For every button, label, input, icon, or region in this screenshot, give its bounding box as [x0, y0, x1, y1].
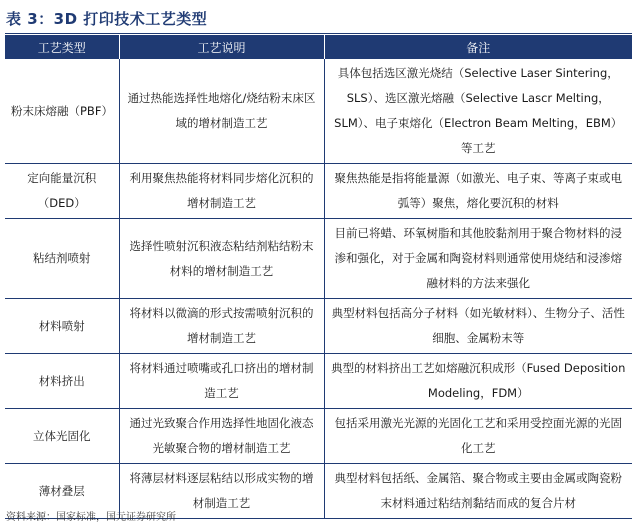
cell-note: 聚焦热能是指将能量源（如激光、电子束、等离子束或电弧等）聚焦，熔化要沉积的材料: [324, 164, 632, 219]
cell-desc: 将材料通过喷嘴或孔口挤出的增材制造工艺: [119, 354, 324, 409]
cell-desc: 通过热能选择性地熔化/烧结粉末床区域的增材制造工艺: [119, 59, 324, 164]
cell-desc: 将薄层材料逐层粘结以形成实物的增材制造工艺: [119, 464, 324, 519]
cell-type: 立体光固化: [5, 409, 119, 464]
table-row: [5, 409, 632, 464]
header-desc: 工艺说明: [119, 35, 324, 59]
cell-desc: 将材料以微滴的形式按需喷射沉积的增材制造工艺: [119, 299, 324, 354]
table-row: [5, 164, 632, 219]
cell-note: 包括采用激光光源的光固化工艺和采用受控面光源的光固化工艺: [324, 409, 632, 464]
table-row: [5, 299, 632, 354]
cell-note: 典型材料包括纸、金属箔、聚合物或主要由金属或陶瓷粉末材料通过粘结剂黏结而成的复合片材: [324, 464, 632, 519]
cell-desc: 利用聚焦热能将材料同步熔化沉积的增材制造工艺: [119, 164, 324, 219]
cell-type: 薄材叠层: [5, 464, 119, 519]
cell-note: 典型材料包括高分子材料（如光敏材料）、生物分子、活性细胞、金属粉末等: [324, 299, 632, 354]
cell-type: 材料挤出: [5, 354, 119, 409]
table-row: [5, 219, 632, 299]
cell-type: 粘结剂喷射: [5, 219, 119, 299]
table-title: 表 3：3D 打印技术工艺类型: [6, 10, 208, 28]
cell-type: 定向能量沉积（DED）: [5, 164, 119, 219]
cell-desc: 选择性喷射沉积液态粘结剂粘结粉末材料的增材制造工艺: [119, 219, 324, 299]
header-note: 备注: [324, 35, 632, 59]
process-type-table: [5, 35, 632, 519]
table-header: [5, 35, 632, 59]
source-note: 资料来源：国家标准，国元证券研究所: [6, 512, 176, 523]
table-row: [5, 59, 632, 164]
cell-note: 具体包括选区激光烧结（Selective Laser Sintering，SLS）、选区激光熔融（Selective Lascr Melting，SLM）、电子束熔化（Electron Beam Melting，EBM）等工艺: [324, 59, 632, 164]
cell-type: 材料喷射: [5, 299, 119, 354]
cell-type: 粉末床熔融（PBF）: [5, 59, 119, 164]
title-divider: [5, 33, 632, 34]
cell-desc: 通过光致聚合作用选择性地固化液态光敏聚合物的增材制造工艺: [119, 409, 324, 464]
header-type: 工艺类型: [5, 35, 119, 59]
cell-note: 目前已将蜡、环氧树脂和其他胶黏剂用于聚合物材料的浸渗和强化，对于金属和陶瓷材料则通常使用烧结和浸渗熔融材料的方法来强化: [324, 219, 632, 299]
table-body: [5, 59, 632, 519]
cell-note: 典型的材料挤出工艺如熔融沉积成形（Fused Deposition Modeling，FDM）: [324, 354, 632, 409]
table-row: [5, 354, 632, 409]
